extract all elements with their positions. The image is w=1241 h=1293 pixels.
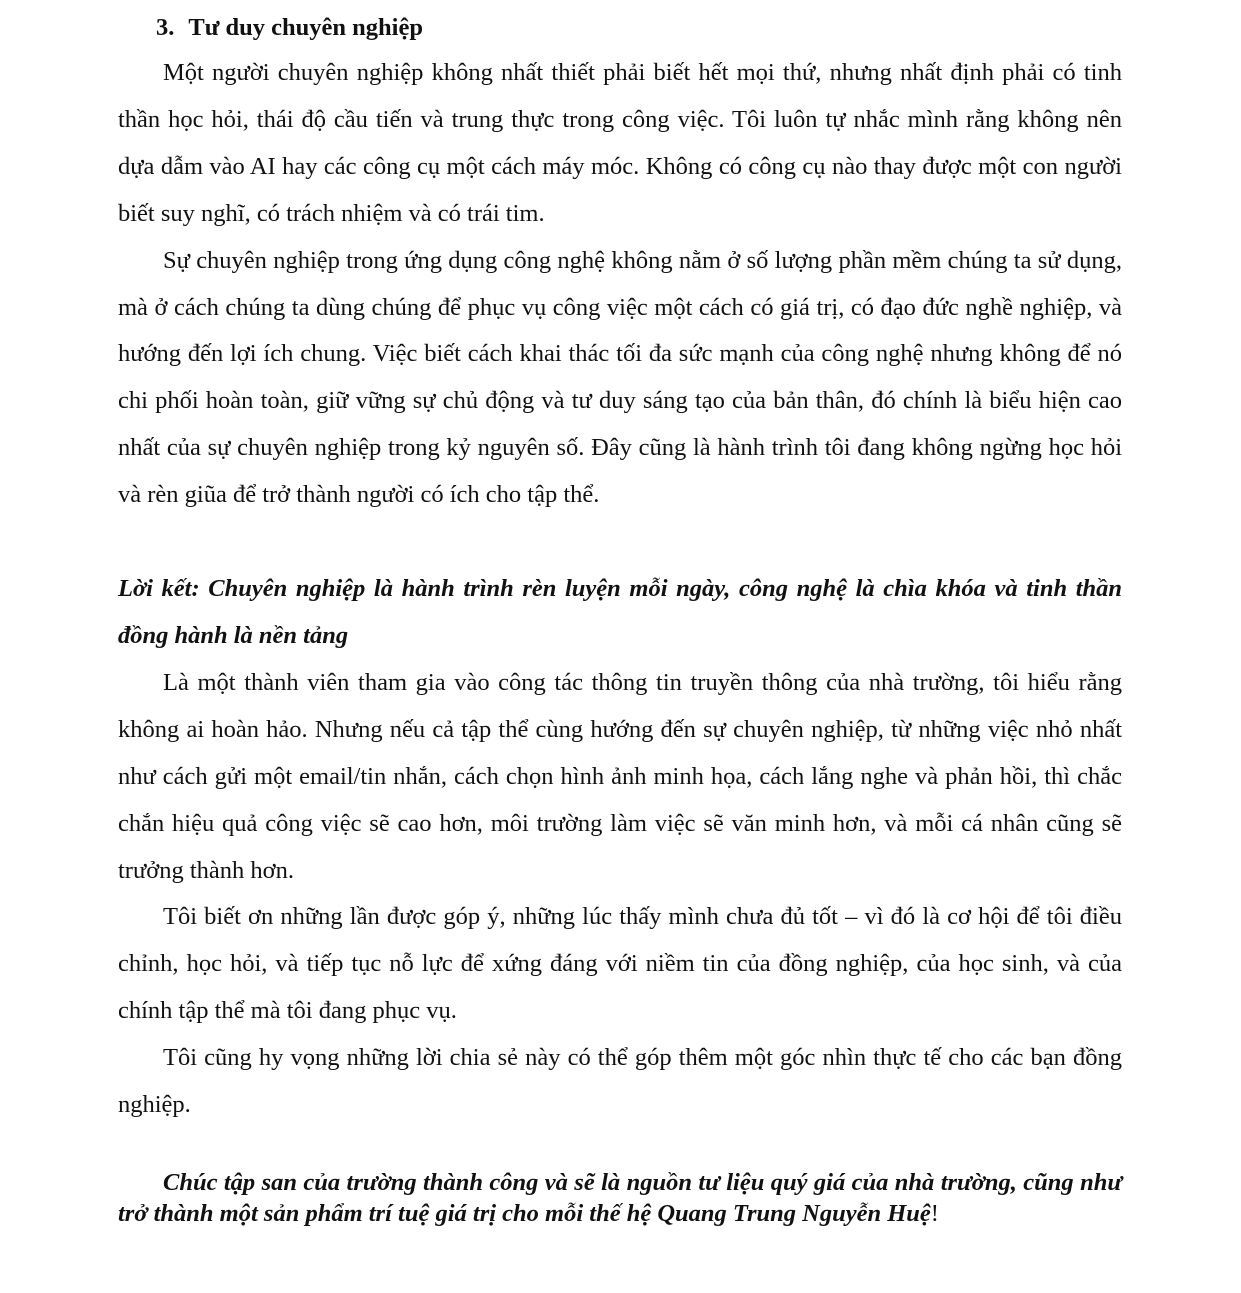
conclusion-paragraph-3: Tôi cũng hy vọng những lời chia sẻ này có thể góp thêm một góc nhìn thực tế cho các bạn đồng nghiệp. bbox=[118, 1044, 1122, 1119]
conclusion-paragraph-1: Là một thành viên tham gia vào công tác thông tin truyền thông của nhà trường, tôi hiểu rằng không ai hoàn hảo. Nhưng nếu cả tập thể cùng hướng đến sự chuyên nghiệp, từ những việc nhỏ nhất như cách gửi một email/tin nhắn, cách chọn hình ảnh minh họa, cách lắng nghe và phản hồi, thì chắc chắn hiệu quả công việc sẽ cao hơn, môi trường làm việc sẽ văn minh hơn, và mỗi cá nhân cũng sẽ trưởng thành hơn. bbox=[118, 668, 1122, 884]
document-page bbox=[118, 6, 1122, 1229]
blank-line bbox=[118, 1129, 1122, 1167]
section-paragraph-2: Sự chuyên nghiệp trong ứng dụng công nghệ không nằm ở số lượng phần mềm chúng ta sử dụng, mà ở cách chúng ta dùng chúng để phục vụ công việc một cách có giá trị, có đạo đức nghề nghiệp, và hướng đến lợi ích chung. Việc biết cách khai thác tối đa sức mạnh của công nghệ nhưng không để nó chi phối hoàn toàn, giữ vững sự chủ động và tư duy sáng tạo của bản thân, đó chính là biểu hiện cao nhất của sự chuyên nghiệp trong kỷ nguyên số. Đây cũng là hành trình tôi đang không ngừng học hỏi và rèn giũa để trở thành người có ích cho tập thể. bbox=[118, 246, 1122, 509]
section-heading bbox=[118, 6, 1122, 50]
blank-line bbox=[118, 519, 1122, 566]
conclusion-paragraph-2: Tôi biết ơn những lần được góp ý, những lúc thấy mình chưa đủ tốt – vì đó là cơ hội để tôi điều chỉnh, học hỏi, và tiếp tục nỗ lực để xứng đáng với niềm tin của đồng nghiệp, của học sinh, và của chính tập thể mà tôi đang phục vụ. bbox=[118, 903, 1122, 1025]
section-paragraph-1: Một người chuyên nghiệp không nhất thiết phải biết hết mọi thứ, nhưng nhất định phải có tinh thần học hỏi, thái độ cầu tiến và trung thực trong công việc. Tôi luôn tự nhắc mình rằng không nên dựa dẫm vào AI hay các công cụ một cách máy móc. Không có công cụ nào thay được một con người biết suy nghĩ, có trách nhiệm và có trái tim. bbox=[118, 59, 1122, 227]
closing-wish bbox=[118, 1167, 1122, 1229]
closing-wish-text: Chúc tập san của trường thành công và sẽ là nguồn tư liệu quý giá của nhà trường, cũng như trở thành một sản phẩm trí tuệ giá trị cho mỗi thế hệ Quang Trung Nguyễn Huệ bbox=[118, 1168, 1122, 1227]
conclusion-title: Lời kết: Chuyên nghiệp là hành trình rèn luyện mỗi ngày, công nghệ là chìa khóa và tinh thần đồng hành là nền tảng bbox=[118, 575, 1122, 649]
section-number: 3. bbox=[156, 14, 175, 41]
closing-exclamation: ! bbox=[930, 1199, 939, 1227]
section-title: Tư duy chuyên nghiệp bbox=[188, 14, 423, 41]
